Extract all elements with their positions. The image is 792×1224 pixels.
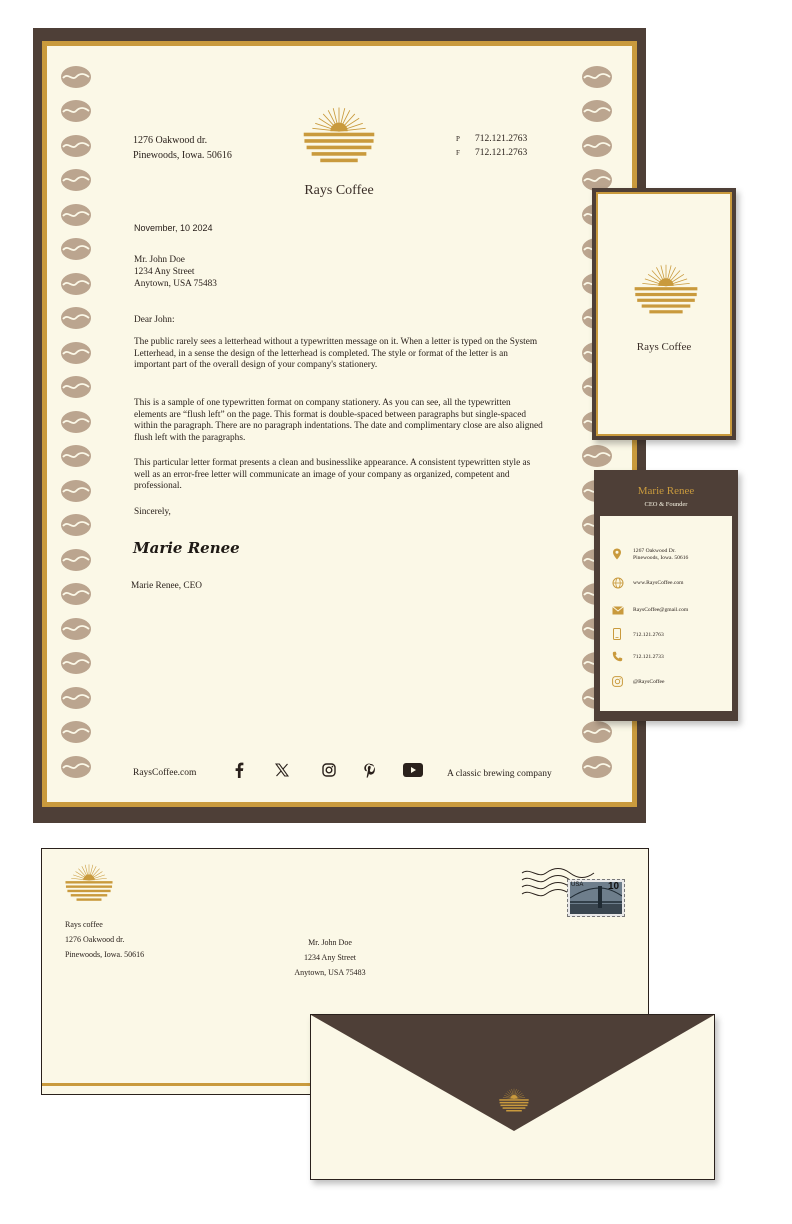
company-name: Rays Coffee: [304, 183, 374, 198]
card-website-row: [612, 577, 737, 595]
card-person-title: CEO & Founder: [644, 501, 688, 508]
letter-paragraph-3: This particular letter format presents a clean and businesslike appearance. A consistent typewritten style as well as an error-free letter will communicate an image of your company as organized, competent and professional.: [134, 458, 531, 492]
envelope-back: [310, 1014, 715, 1180]
return-line-2: Pinewoods, Iowa. 50616: [65, 950, 145, 959]
envelope-recipient: [255, 935, 405, 980]
letter-paragraph-1: The public rarely sees a letterhead without a typewritten message on it. When a letter is typed on the System Letterhead, in a sense the design of the letterhead is completed. The style or format of the letter is an important part of the overall design of your company's stationery.: [134, 337, 538, 371]
coffee-bean-icon: [61, 204, 91, 226]
return-name: Rays coffee: [65, 920, 103, 929]
signature: Marie Renee: [133, 539, 240, 557]
letterhead: [33, 28, 646, 823]
recipient-line: Mr. John Doe: [308, 938, 352, 947]
x-icon[interactable]: [275, 763, 289, 777]
coffee-bean-icon: [61, 100, 91, 122]
coffee-bean-icon: [61, 376, 91, 398]
card-address-row: [612, 548, 737, 566]
pinterest-icon[interactable]: [363, 763, 376, 778]
recipient-line: 1234 Any Street: [304, 953, 356, 962]
postage-stamp: [567, 879, 625, 917]
mobile-phone-icon: [612, 628, 622, 640]
coffee-bean-icon: [582, 66, 612, 88]
footer-website[interactable]: RaysCoffee.com: [133, 768, 197, 778]
sun-logo-icon: [65, 859, 113, 909]
coffee-bean-icon: [582, 445, 612, 467]
envelope-return-address: [65, 917, 144, 962]
coffee-bean-icon: [582, 100, 612, 122]
coffee-bean-icon: [582, 721, 612, 743]
card-phone-1: 712.121.2763: [633, 632, 664, 638]
phone-number: 712.121.2763: [475, 134, 528, 144]
card-email[interactable]: RaysCoffee@gmail.com: [633, 607, 689, 613]
instagram-icon: [612, 676, 623, 687]
fax-number: 712.121.2763: [475, 147, 528, 158]
signer-name: Marie Renee, CEO: [131, 581, 202, 591]
coffee-bean-icon: [61, 756, 91, 778]
address-line-2: Pinewoods, Iowa. 50616: [133, 149, 232, 161]
sun-logo-icon: [634, 254, 698, 328]
card-phone2-row: [612, 651, 737, 669]
sun-logo-icon: [499, 1085, 529, 1117]
stamp-value: 10: [608, 881, 620, 892]
fax-label: F: [456, 148, 460, 157]
coffee-bean-icon: [61, 273, 91, 295]
footer-tagline: A classic brewing company: [447, 769, 552, 779]
card-website[interactable]: www.RaysCoffee.com: [633, 580, 684, 586]
youtube-icon[interactable]: [403, 763, 423, 777]
instagram-icon[interactable]: [322, 763, 336, 777]
coffee-bean-icon: [61, 549, 91, 571]
return-line-1: 1276 Oakwood dr.: [65, 935, 125, 944]
letterhead-paper: [47, 46, 632, 802]
vertical-business-card: [592, 188, 736, 440]
letter-closing: Sincerely,: [134, 507, 171, 517]
recipient-block: [134, 254, 217, 290]
letter-date: November, 10 2024: [134, 223, 213, 233]
phone-block: [456, 133, 527, 159]
coffee-bean-icon: [61, 238, 91, 260]
globe-icon: [612, 577, 624, 589]
coffee-bean-icon: [61, 514, 91, 536]
envelope-icon: [612, 606, 624, 615]
card-phone1-row: [612, 628, 737, 646]
coffee-bean-icon: [61, 66, 91, 88]
coffee-bean-icon: [61, 583, 91, 605]
recipient-line: Anytown, USA 75483: [134, 279, 217, 289]
card-email-row: [612, 604, 737, 622]
salutation: Dear John:: [134, 315, 175, 325]
coffee-bean-icon: [61, 135, 91, 157]
coffee-bean-icon: [61, 618, 91, 640]
location-pin-icon: [612, 548, 622, 560]
recipient-line: Anytown, USA 75483: [294, 968, 366, 977]
coffee-bean-icon: [61, 445, 91, 467]
coffee-bean-icon: [61, 411, 91, 433]
coffee-bean-icon: [61, 652, 91, 674]
phone-label: P: [456, 135, 460, 143]
card-social-row: [612, 676, 737, 694]
coffee-bean-icon: [61, 480, 91, 502]
contact-business-card: [594, 470, 738, 721]
coffee-bean-icon: [61, 169, 91, 191]
coffee-bean-icon: [582, 135, 612, 157]
sun-logo-icon: [303, 101, 375, 173]
coffee-bean-icon: [582, 756, 612, 778]
coffee-bean-icon: [61, 342, 91, 364]
recipient-line: 1234 Any Street: [134, 267, 195, 277]
card-phone-2: 712.121.2733: [633, 654, 664, 660]
stamp-label: USA: [571, 882, 584, 888]
card-address: 1267 Oakwood Dr. Pinewoods, Iowa. 50616: [633, 548, 689, 561]
card-paper: [598, 194, 730, 434]
card-social-handle[interactable]: @RaysCoffee: [633, 679, 665, 685]
coffee-bean-icon: [61, 721, 91, 743]
facebook-icon[interactable]: [233, 762, 245, 778]
letter-paragraph-2: This is a sample of one typewritten format on company stationery. As you can see, all the typewritten elements are “flush left” on the page. This format is double-spaced between paragraphs but single-spaced within the paragraph. There are no paragraph indentations. The date and complimentary close are also aligned flush left with the paragraphs.: [134, 398, 543, 443]
recipient-line: Mr. John Doe: [134, 255, 185, 265]
sender-address: [133, 135, 232, 162]
address-line-1: 1276 Oakwood dr.: [133, 135, 208, 146]
phone-icon: [612, 651, 623, 662]
coffee-bean-icon: [61, 687, 91, 709]
card-company-name: Rays Coffee: [636, 341, 692, 353]
coffee-bean-icon: [61, 307, 91, 329]
card-person-name: Marie Renee: [637, 485, 695, 497]
card-paper: [600, 516, 732, 711]
